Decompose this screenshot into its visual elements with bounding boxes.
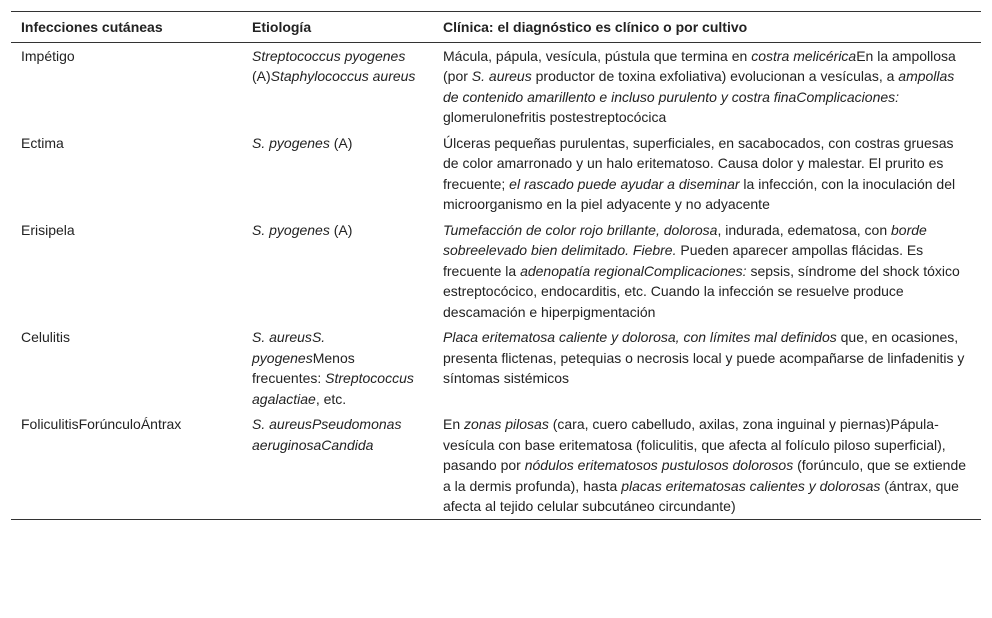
etiology-text-segment: , etc. <box>315 390 347 407</box>
table-row <box>11 42 981 130</box>
etiology-text-segment: S. pyogenes <box>252 329 326 366</box>
table-row <box>11 324 981 411</box>
clinic-text-segment: (cara, cuero cabelludo, axilas, zona inguinal y piernas)Pápula-vesícula con base eritematosa (foliculitis, que afecta al folículo piloso superficial), pasando por <box>443 416 946 473</box>
cell-infection: FoliculitisForúnculoÁntrax <box>21 416 182 432</box>
clinic-text-segment: S. aureus <box>471 68 532 84</box>
table-row <box>11 217 981 325</box>
etiology-text-segment: Menos frecuentes: <box>252 349 355 386</box>
clinic-text-segment: En <box>443 416 465 432</box>
etiology-text-segment: (A) <box>329 134 353 151</box>
etiology-text-segment: Streptococcus pyogenes <box>252 47 406 64</box>
clinic-text-segment: (ántrax, que afecta al tejido celular subcutáneo circundante) <box>443 477 959 514</box>
clinic-text-segment: sepsis, síndrome del shock tóxico estreptocócico, endocarditis, etc. Cuando la infección se resuelve produce descamación e hiperpigmentación <box>443 262 960 320</box>
header-infection: Infecciones cutáneas <box>21 19 163 35</box>
clinic-text-segment: ampollas de contenido amarillento e incluso purulento y costra fina <box>443 68 955 105</box>
table-row <box>11 130 981 217</box>
clinic-text-segment: Mácula, pápula, vesícula, pústula que termina en <box>443 47 752 64</box>
etiology-text-segment: Streptococcus agalactiae <box>252 370 414 407</box>
clinic-text-segment: costra melicérica <box>751 47 857 64</box>
cell-clinic <box>433 411 981 519</box>
etiology-text-segment: S. pyogenes <box>252 134 330 151</box>
etiology-text-segment: Staphylococcus aureus <box>270 68 416 84</box>
table-row <box>11 411 981 519</box>
clinic-text-segment: Complicaciones: <box>643 262 747 279</box>
clinic-text-segment: productor de toxina exfoliativa) evolucionan a vesículas, a <box>531 68 899 84</box>
clinic-text-segment: que, en ocasiones, presenta flictenas, petequias o necrosis local y puede acompañarse de linfadenitis y síntomas sistémicos <box>443 329 965 386</box>
table-body <box>11 42 981 519</box>
cell-etiology <box>242 217 433 325</box>
etiology-text-segment: S. aureus <box>252 329 312 345</box>
header-etiology: Etiología <box>252 19 312 35</box>
clinic-text-segment: Pueden aparecer ampollas flácidas. Es frecuente la <box>443 242 924 279</box>
etiology-text-segment: S. pyogenes <box>252 221 330 238</box>
clinic-text-segment: , indurada, edematosa, con <box>717 221 891 238</box>
cell-infection: Erisipela <box>21 221 75 238</box>
etiology-text-segment: (A) <box>252 68 271 84</box>
etiology-text-segment: Pseudomonas aeruginosa <box>252 416 402 453</box>
clinic-text-segment: borde sobreelevado bien delimitado. Fiebre. <box>443 221 927 258</box>
table-header-row <box>11 12 981 43</box>
clinic-text-segment: adenopatía regional <box>520 262 644 279</box>
cell-infection: Celulitis <box>21 329 71 345</box>
clinic-text-segment: Placa eritematosa caliente y dolorosa, con límites mal definidos <box>443 329 837 345</box>
clinic-text-segment: Úlceras pequeñas purulentas, superficiales, en sacabocados, con costras gruesas de color amarronado y un halo eritematoso. Causa dolor y malestar. El prurito es frecuente; <box>443 134 954 192</box>
cell-infection: Impétigo <box>21 47 75 64</box>
etiology-text-segment: S. aureus <box>252 416 312 432</box>
etiology-text-segment: (A) <box>329 221 353 238</box>
cell-etiology <box>242 130 433 217</box>
clinic-text-segment: el rascado puede ayudar a diseminar <box>509 175 740 192</box>
clinic-text-segment: glomerulonefritis postestreptocócica <box>443 109 667 125</box>
header-clinic: Clínica: el diagnóstico es clínico o por cultivo <box>443 19 748 35</box>
cell-etiology <box>242 324 433 411</box>
clinic-text-segment: placas eritematosas calientes y dolorosas <box>621 477 881 494</box>
cell-etiology <box>242 411 433 519</box>
cell-etiology <box>242 42 433 130</box>
cell-clinic <box>433 217 981 325</box>
clinic-text-segment: Complicaciones: <box>796 88 900 105</box>
clinic-text-segment: la infección, con la inoculación del microorganismo en la piel adyacente y no adyacente <box>443 175 956 212</box>
cell-clinic <box>433 130 981 217</box>
infections-table <box>11 11 981 520</box>
clinic-text-segment: (forúnculo, que se extiende a la dermis profunda), hasta <box>443 457 967 494</box>
cell-clinic <box>433 42 981 130</box>
clinic-text-segment: zonas pilosas <box>464 416 549 432</box>
clinic-text-segment: nódulos eritematosos pustulosos dolorosos <box>524 457 794 473</box>
cell-infection: Ectima <box>21 134 64 151</box>
etiology-text-segment: Candida <box>321 436 374 453</box>
cell-clinic <box>433 324 981 411</box>
clinic-text-segment: En la ampollosa (por <box>443 47 956 84</box>
clinic-text-segment: Tumefacción de color rojo brillante, dolorosa <box>443 221 718 238</box>
